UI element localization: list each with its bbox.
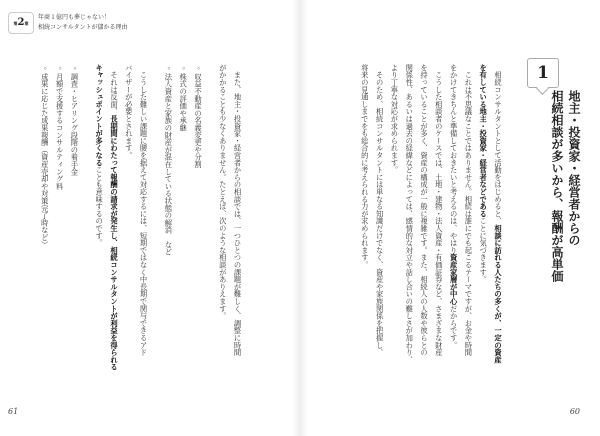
text-segment: 相続コンサルタントとして活動をはじめると、 xyxy=(494,64,503,225)
text-line xyxy=(175,64,190,374)
running-header-line: 相続コンサルタントが儲かる理由 xyxy=(38,24,128,31)
text-segment: ◦株式の評価や承継 xyxy=(179,64,189,132)
text-segment: がかかることも少なくありません。たとえば、次のような相談がありえます。 xyxy=(218,64,228,320)
text-line xyxy=(372,64,387,374)
text-segment: ことも意味するのです。 xyxy=(95,166,105,247)
text-line xyxy=(106,64,121,374)
section-title-line: 地主・投資家・経営者からの xyxy=(567,90,581,246)
text-line xyxy=(190,64,205,374)
emphasized-text: を有している地主・投資家・経営者などである xyxy=(479,64,489,218)
body-text xyxy=(37,64,245,374)
text-line xyxy=(136,64,151,374)
text-segment: ことに気づきます。 xyxy=(479,217,489,284)
body-text xyxy=(357,64,505,374)
text-segment: ◦成果に応じた成果報酬（資産売却や対策完了時など） xyxy=(40,64,50,249)
text-line xyxy=(205,64,215,374)
chapter-badge xyxy=(8,12,34,34)
text-line xyxy=(490,64,505,374)
text-segment: また、地主・投資家・経営者からの相談では、一つひとつの課題が難しく、調整に時間 xyxy=(233,64,243,356)
text-line xyxy=(431,64,446,374)
running-header-line: 年商１億円も夢じゃない！ xyxy=(38,14,111,21)
text-line xyxy=(52,64,67,374)
text-line xyxy=(161,64,176,374)
text-line xyxy=(91,64,106,374)
text-line xyxy=(215,64,230,374)
page-number: 60 xyxy=(569,407,580,416)
text-segment: それは反面、 xyxy=(109,64,119,116)
text-segment: ◦収益不動産の名義変更や分割 xyxy=(193,64,203,168)
text-segment: こうした難しい課題に腰を据えて対応するには、短期ではなく中長期で関与できるアド xyxy=(139,64,149,356)
text-segment: を持っていることが多く、資産の構成が一般に複雑です。また、相続人の人数や彼らとの xyxy=(420,64,430,356)
text-line xyxy=(475,64,490,374)
text-line xyxy=(461,64,476,374)
chapter-prefix: 第 xyxy=(13,21,18,26)
text-line xyxy=(37,64,52,374)
chapter-number: 2 xyxy=(17,17,25,28)
text-line xyxy=(416,64,431,374)
text-segment: 関係性、あるいは過去の経緯などによっては、感情的な対立や話し合いの難しさが加わり、 xyxy=(405,64,415,364)
running-header xyxy=(38,13,127,33)
emphasized-text: キャッシュポイントが多くなる xyxy=(95,64,105,167)
text-line xyxy=(230,64,245,374)
section-title-line: 相続相談が多いから、報酬が高単価 xyxy=(550,90,564,282)
text-segment: これは不思議なことではありません。相続は誰にでも起こるテーマですが、お金や時間 xyxy=(464,64,474,356)
text-line xyxy=(446,64,461,374)
text-segment: バイザーが必要とされます。 xyxy=(124,64,134,159)
text-segment: ◦月額で支援するコンサルティング料 xyxy=(55,64,65,190)
emphasized-text: 相談に訪れる人たちの多くが、一定の資産 xyxy=(494,224,503,364)
chapter-suffix: 章 xyxy=(24,21,29,26)
text-line xyxy=(401,64,416,374)
text-line xyxy=(67,64,82,374)
text-segment: ◦調査・ヒアリング段階の着手金 xyxy=(70,64,80,176)
text-line xyxy=(121,64,136,374)
right-page xyxy=(300,0,600,436)
text-segment: をかけてきちんと準備しておきたいと考えるのは、やはり xyxy=(449,64,459,254)
emphasized-text: 資産家層が中心 xyxy=(449,253,459,305)
section-number-badge: 1 xyxy=(527,58,559,88)
text-segment: そのため、相続コンサルタントには単なる知識だけでなく、資産や家族関係を把握し、 xyxy=(375,64,385,356)
text-segment: こうした相談者のケースでは、土地・建物・法人資産・有価証券など、さまざまな財産 xyxy=(434,64,444,356)
text-segment: ◦法人資産と家族の財産が混在している状態の解消 など xyxy=(164,64,174,256)
text-line xyxy=(151,64,161,374)
text-segment: より丁寧な対応が求められます。 xyxy=(390,64,400,174)
emphasized-text: 長期間にわたって報酬の請求が発生し、相続コンサルタントが利益を得られる xyxy=(109,115,119,371)
book-gutter xyxy=(292,0,308,436)
text-segment: 将来の見通しまでをも総合的に考えられる力が求められます。 xyxy=(360,64,370,269)
text-line xyxy=(81,64,91,374)
text-line xyxy=(357,64,372,374)
text-line xyxy=(387,64,402,374)
page-number: 61 xyxy=(8,407,19,416)
text-segment: だからです。 xyxy=(449,304,459,349)
section-title xyxy=(548,90,582,282)
